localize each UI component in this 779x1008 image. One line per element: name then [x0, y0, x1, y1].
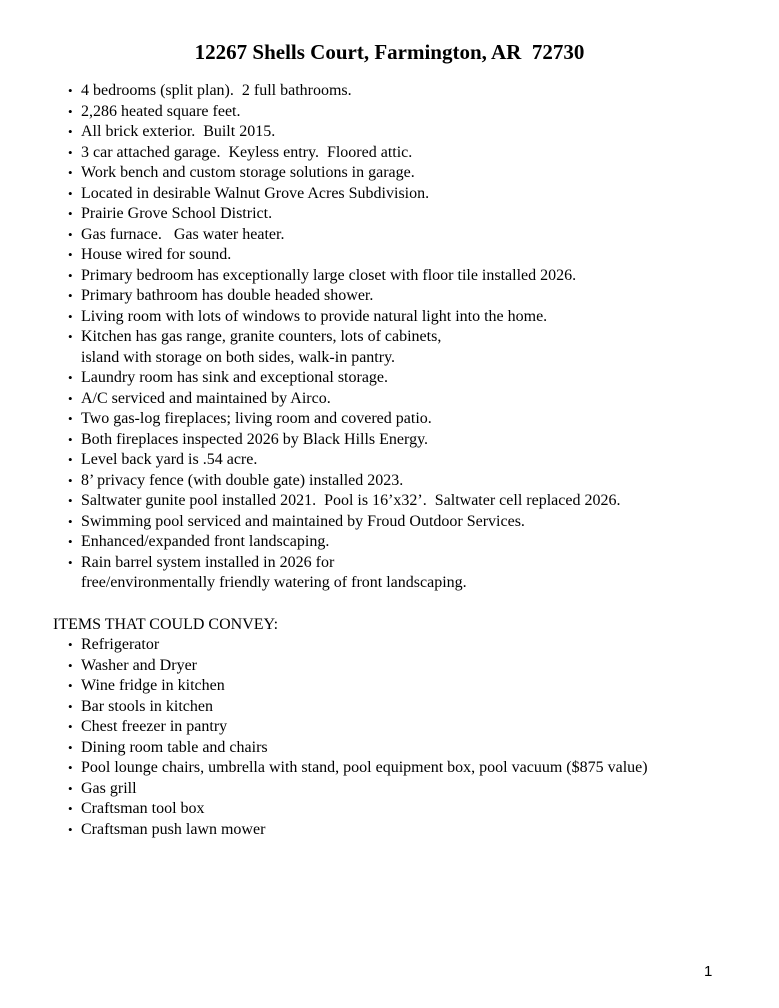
features-list — [0, 81, 779, 594]
feature-item — [0, 225, 779, 246]
convey-item — [0, 635, 779, 656]
feature-text: Saltwater gunite pool installed 2021. Pool is 16’x32’. Saltwater cell replaced 2026. — [81, 492, 621, 509]
convey-item-text: Gas grill — [81, 779, 137, 797]
bullet-icon: • — [68, 760, 73, 775]
feature-item — [0, 286, 779, 307]
bullet-icon: • — [68, 144, 73, 160]
bullet-icon: • — [68, 124, 73, 139]
feature-item — [0, 143, 779, 164]
feature-item — [0, 266, 779, 287]
feature-item — [0, 184, 779, 205]
feature-text: Primary bathroom has double headed shower. — [81, 287, 374, 304]
feature-text: Kitchen has gas range, granite counters, lots of cabinets, — [81, 328, 442, 345]
bullet-icon: • — [68, 247, 73, 262]
feature-item — [0, 204, 779, 225]
feature-text: Prairie Grove School District. — [81, 205, 273, 222]
page-number: 1 — [704, 963, 713, 980]
bullet-icon: • — [68, 452, 73, 467]
bullet-icon: • — [68, 678, 73, 693]
bullet-icon: • — [68, 431, 73, 447]
bullet-icon: • — [68, 411, 73, 426]
feature-text: 2,286 heated square feet. — [81, 102, 241, 120]
bullet-icon: • — [68, 206, 73, 221]
feature-item — [0, 389, 779, 410]
feature-item — [0, 491, 779, 512]
feature-text: Located in desirable Walnut Grove Acres Subdivision. — [81, 184, 430, 202]
bullet-icon: • — [68, 534, 73, 549]
feature-item — [0, 430, 779, 451]
bullet-icon: • — [68, 103, 73, 119]
convey-item-text: Wine fridge in kitchen — [81, 677, 225, 694]
feature-text: Level back yard is .54 acre. — [81, 451, 258, 468]
feature-item — [0, 532, 779, 553]
feature-text: Laundry room has sink and exceptional storage. — [81, 369, 389, 386]
feature-text: A/C serviced and maintained by Airco. — [81, 389, 331, 407]
convey-item — [0, 738, 779, 759]
feature-item — [0, 307, 779, 328]
feature-item — [0, 471, 779, 492]
bullet-icon: • — [68, 493, 73, 508]
bullet-icon: • — [68, 821, 73, 837]
convey-item-text: Washer and Dryer — [81, 656, 197, 674]
feature-item — [0, 450, 779, 471]
bullet-icon: • — [68, 267, 73, 283]
convey-item-text: Craftsman tool box — [81, 800, 205, 817]
bullet-icon: • — [68, 329, 73, 344]
convey-list — [0, 635, 779, 840]
feature-text: House wired for sound. — [81, 246, 232, 263]
document-title: 12267 Shells Court, Farmington, AR 72730 — [194, 40, 585, 64]
convey-item — [0, 697, 779, 718]
bullet-icon: • — [68, 308, 73, 324]
bullet-icon: • — [68, 83, 73, 98]
bullet-icon: • — [68, 739, 73, 755]
bullet-icon: • — [68, 554, 73, 570]
feature-text: All brick exterior. Built 2015. — [81, 123, 276, 140]
bullet-icon: • — [68, 657, 73, 673]
bullet-icon: • — [68, 698, 73, 714]
feature-text: 4 bedrooms (split plan). 2 full bathrooms. — [81, 82, 352, 99]
convey-item-text: Chest freezer in pantry — [81, 718, 228, 735]
bullet-icon: • — [68, 165, 73, 180]
feature-item — [0, 102, 779, 123]
feature-item — [0, 245, 779, 266]
feature-item — [0, 81, 779, 102]
feature-item — [0, 163, 779, 184]
feature-text: 8’ privacy fence (with double gate) installed 2023. — [81, 471, 404, 489]
feature-text: Rain barrel system installed in 2026 for — [81, 553, 335, 571]
convey-heading: ITEMS THAT COULD CONVEY: — [53, 616, 279, 633]
bullet-icon: • — [68, 637, 73, 652]
feature-item — [0, 409, 779, 430]
feature-item — [0, 512, 779, 533]
convey-item-text: Bar stools in kitchen — [81, 697, 213, 715]
convey-item — [0, 758, 779, 779]
feature-item — [0, 368, 779, 389]
feature-text: Living room with lots of windows to provide natural light into the home. — [81, 307, 548, 325]
feature-text-continued: island with storage on both sides, walk-in pantry. — [81, 348, 396, 366]
bullet-icon: • — [68, 719, 73, 734]
bullet-icon: • — [68, 513, 73, 529]
convey-item-text: Dining room table and chairs — [81, 738, 268, 756]
bullet-icon: • — [68, 390, 73, 406]
feature-item — [0, 327, 779, 368]
convey-item — [0, 717, 779, 738]
feature-text: Swimming pool serviced and maintained by Froud Outdoor Services. — [81, 512, 525, 530]
feature-text: 3 car attached garage. Keyless entry. Floored attic. — [81, 143, 413, 161]
feature-text: Gas furnace. Gas water heater. — [81, 225, 285, 243]
convey-item-text: Pool lounge chairs, umbrella with stand, pool equipment box, pool vacuum ($875 value) — [81, 759, 648, 776]
bullet-icon: • — [68, 185, 73, 201]
bullet-icon: • — [68, 801, 73, 816]
bullet-icon: • — [68, 472, 73, 488]
feature-text: Two gas-log fireplaces; living room and covered patio. — [81, 410, 432, 427]
feature-text: Enhanced/expanded front landscaping. — [81, 533, 330, 550]
convey-item-text: Refrigerator — [81, 636, 160, 653]
feature-text: Both fireplaces inspected 2026 by Black Hills Energy. — [81, 430, 429, 448]
bullet-icon: • — [68, 288, 73, 303]
bullet-icon: • — [68, 226, 73, 242]
convey-item-text: Craftsman push lawn mower — [81, 820, 266, 838]
feature-text-continued: free/environmentally friendly watering of front landscaping. — [81, 574, 467, 591]
feature-text: Work bench and custom storage solutions in garage. — [81, 164, 415, 181]
feature-item — [0, 122, 779, 143]
convey-item — [0, 799, 779, 820]
convey-item — [0, 656, 779, 677]
convey-item — [0, 820, 779, 841]
feature-text: Primary bedroom has exceptionally large closet with floor tile installed 2026. — [81, 266, 577, 284]
feature-item — [0, 553, 779, 594]
convey-item — [0, 676, 779, 697]
bullet-icon: • — [68, 780, 73, 796]
convey-item — [0, 779, 779, 800]
bullet-icon: • — [68, 370, 73, 385]
